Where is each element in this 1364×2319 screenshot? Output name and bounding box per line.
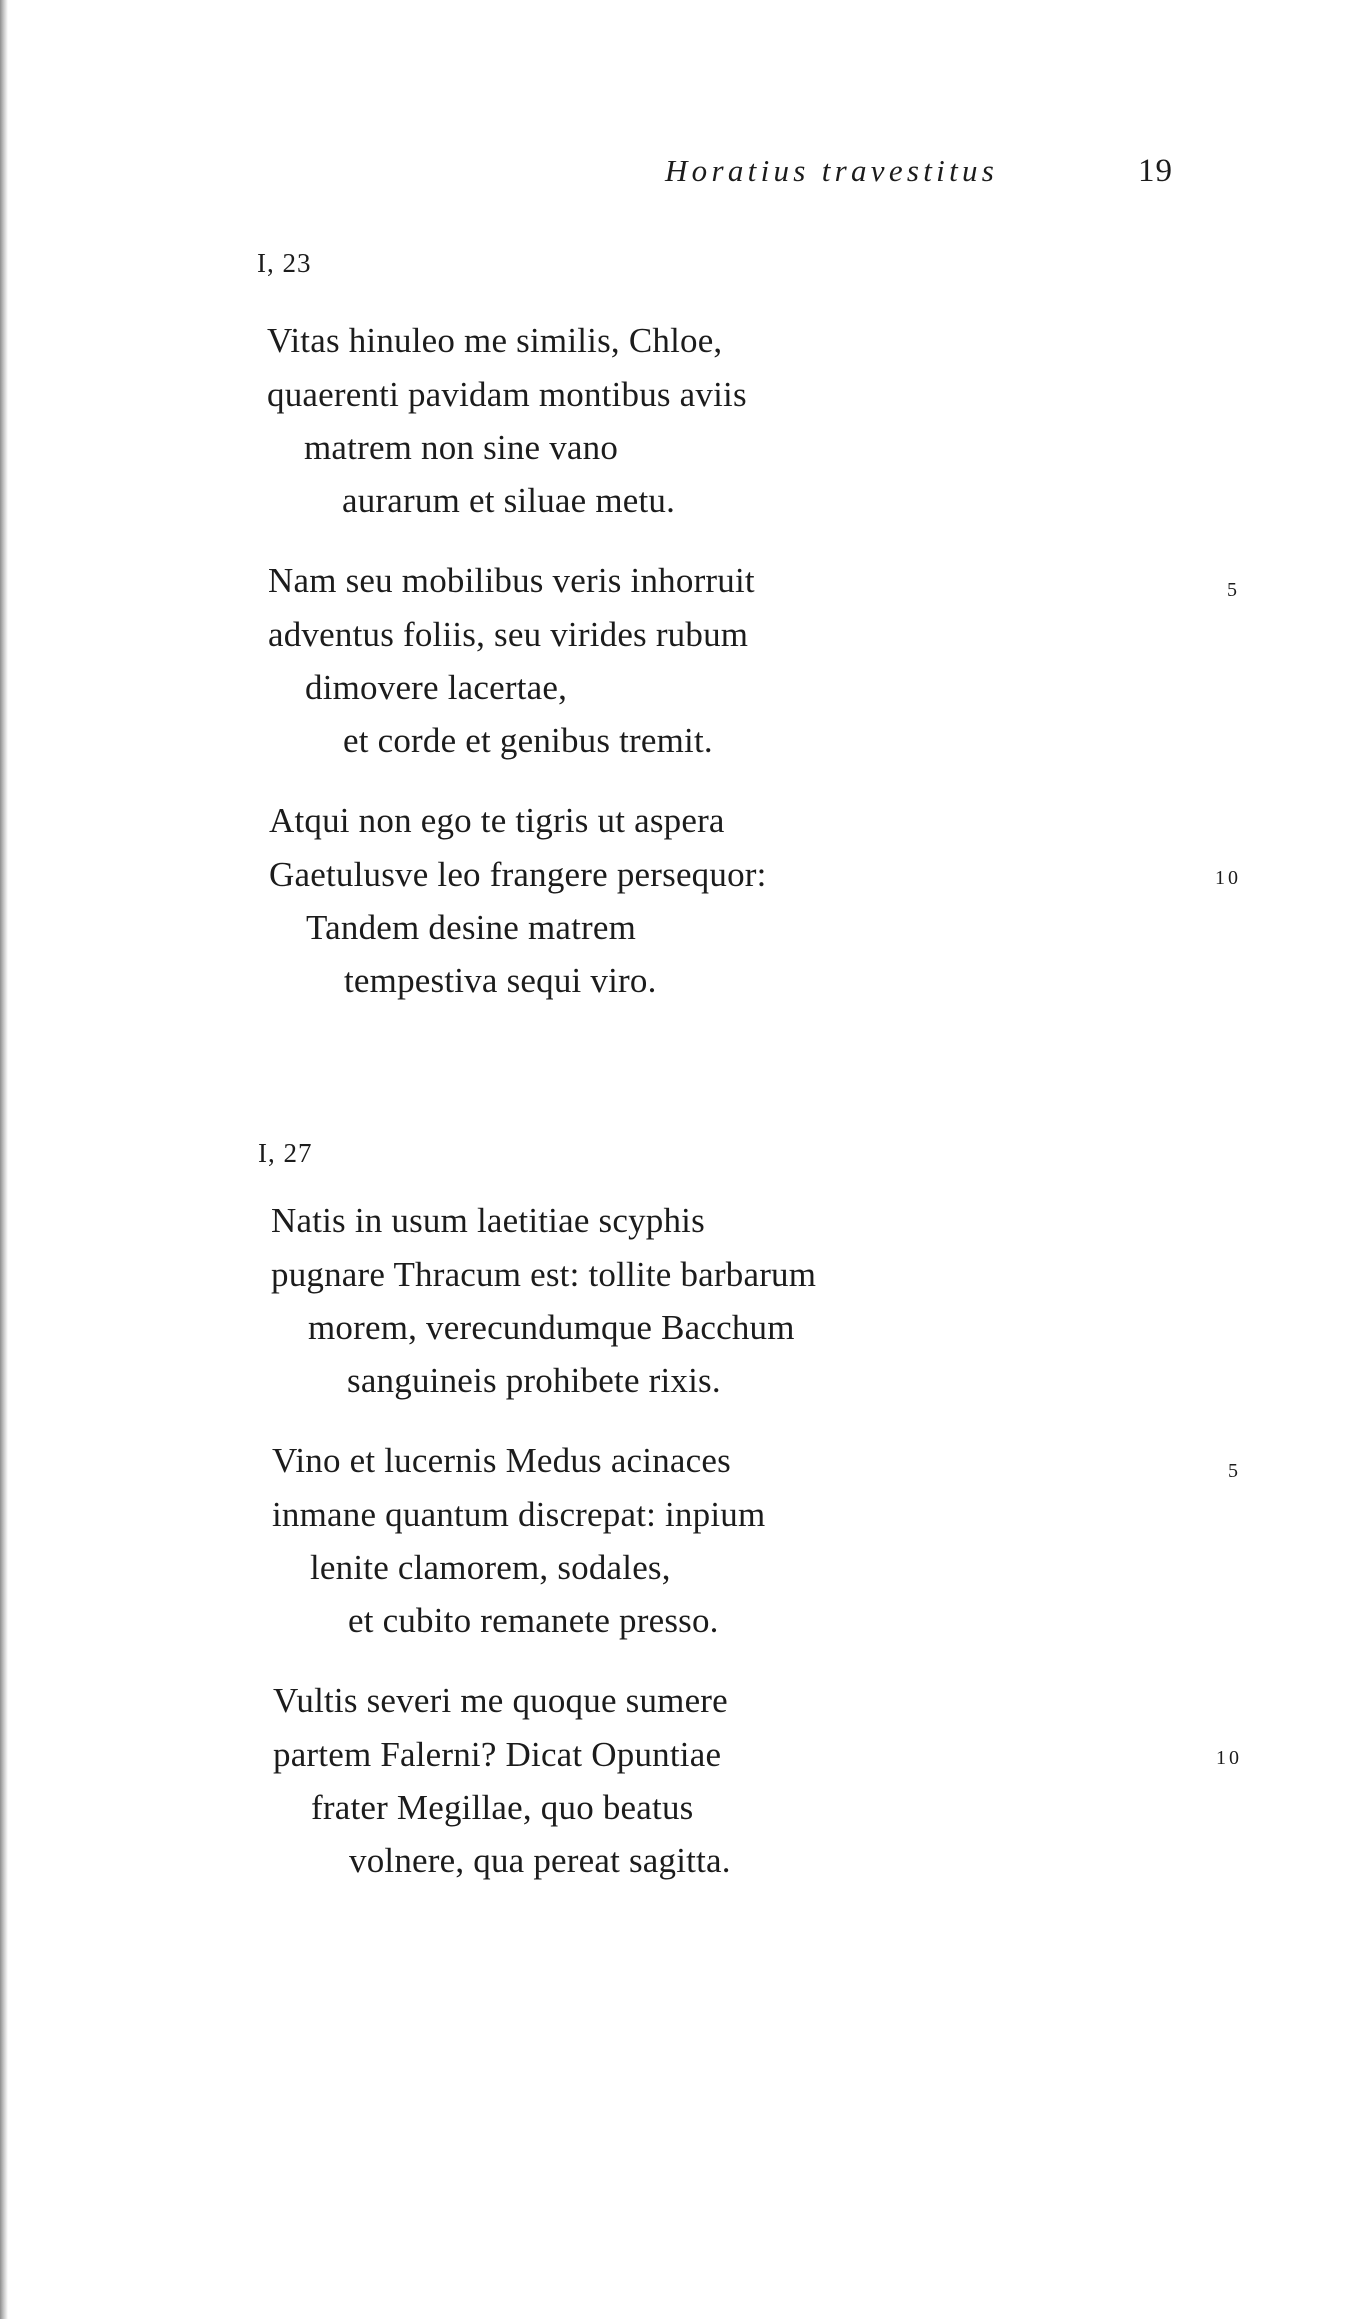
verse-line: tempestiva sequi viro.	[344, 961, 657, 1000]
verse-line: volnere, qua pereat sagitta.	[349, 1841, 731, 1880]
verse-line: Natis in usum laetitiae scyphis	[271, 1201, 705, 1240]
verse-line: et corde et genibus tremit.	[343, 721, 713, 760]
verse-line: frater Megillae, quo beatus	[311, 1788, 694, 1827]
verse-line: adventus foliis, seu virides rubum	[268, 615, 749, 654]
verse-line: Vultis severi me quoque sumere	[273, 1681, 728, 1720]
line-number: 10	[1215, 867, 1241, 889]
verse-line: quaerenti pavidam montibus aviis	[267, 375, 747, 414]
verse-line: aurarum et siluae metu.	[342, 481, 676, 520]
verse-line: Gaetulusve leo frangere persequor:	[269, 855, 767, 894]
verse-line: partem Falerni? Dicat Opuntiae	[273, 1735, 722, 1774]
line-number: 5	[1228, 1460, 1241, 1482]
verse-line: Tandem desine matrem	[306, 908, 637, 947]
page-number: 19	[1138, 153, 1173, 189]
verse-line: et cubito remanete presso.	[348, 1601, 719, 1640]
verse-line: Atqui non ego te tigris ut aspera	[269, 801, 725, 840]
verse-line: Nam seu mobilibus veris inhorruit	[268, 561, 755, 600]
page-edge-shadow	[0, 0, 8, 2319]
poem-reference: I, 27	[258, 1138, 313, 1168]
poem-reference: I, 23	[257, 248, 312, 278]
verse-line: inmane quantum discrepat: inpium	[272, 1495, 766, 1534]
verse-line: lenite clamorem, sodales,	[310, 1548, 671, 1587]
verse-line: Vitas hinuleo me similis, Chloe,	[267, 321, 723, 360]
line-number: 5	[1227, 579, 1240, 601]
verse-line: pugnare Thracum est: tollite barbarum	[271, 1255, 817, 1294]
verse-line: sanguineis prohibete rixis.	[347, 1361, 721, 1400]
verse-line: Vino et lucernis Medus acinaces	[272, 1441, 731, 1480]
line-number: 10	[1216, 1747, 1242, 1769]
verse-line: dimovere lacertae,	[305, 668, 568, 707]
verse-line: morem, verecundumque Bacchum	[308, 1308, 795, 1347]
verse-line: matrem non sine vano	[304, 428, 619, 467]
running-title: Horatius travestitus	[665, 153, 999, 188]
